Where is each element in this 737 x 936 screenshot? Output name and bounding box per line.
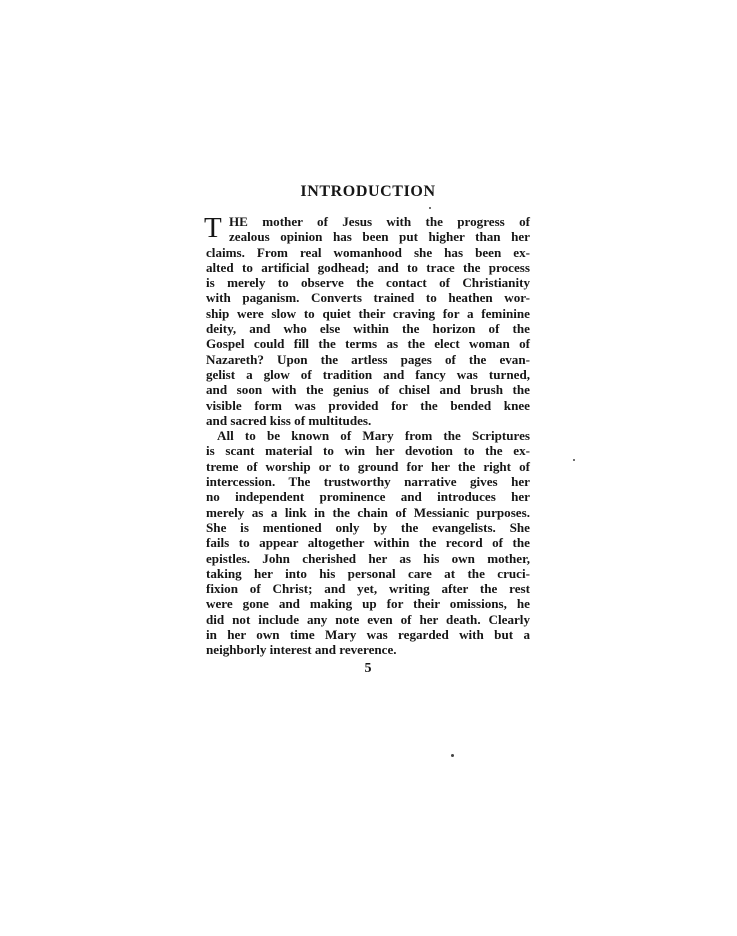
- text-line: Gospel could fill the terms as the elect woman of: [206, 336, 530, 352]
- text-line: and sacred kiss of multitudes.: [206, 412, 372, 428]
- page-number: 5: [364, 661, 372, 676]
- body-text: [206, 214, 530, 658]
- text-line: merely as a link in the chain of Messianic purposes.: [206, 504, 530, 520]
- text-line: with paganism. Converts trained to heathen wor-: [206, 290, 530, 306]
- text-line: no independent prominence and introduces her: [206, 489, 530, 505]
- text-line: fails to appear altogether within the record of the: [206, 535, 530, 551]
- text-line: treme of worship or to ground for her the right of: [206, 458, 530, 474]
- text-line: zealous opinion has been put higher than her: [229, 229, 530, 245]
- text-line: is merely to observe the contact of Christianity: [206, 275, 530, 291]
- scan-speck: [573, 459, 575, 461]
- text-line: ship were slow to quiet their craving for a feminine: [206, 305, 530, 321]
- page-title: INTRODUCTION: [300, 183, 436, 200]
- scan-speck: [429, 207, 431, 209]
- text-line: All to be known of Mary from the Scriptures: [217, 428, 530, 444]
- text-line: HE mother of Jesus with the progress of: [229, 214, 530, 229]
- text-line: taking her into his personal care at the cruci-: [206, 565, 530, 581]
- text-line: in her own time Mary was regarded with but a: [206, 627, 530, 643]
- text-line: claims. From real womanhood she has been ex-: [206, 244, 530, 260]
- text-line: and soon with the genius of chisel and brush the: [206, 382, 530, 398]
- text-line: epistles. John cherished her as his own mother,: [206, 550, 530, 566]
- text-line: alted to artificial godhead; and to trace the process: [206, 259, 530, 275]
- text-line: She is mentioned only by the evangelists. She: [206, 519, 530, 535]
- text-line: Nazareth? Upon the artless pages of the evan-: [206, 351, 530, 367]
- scan-speck: [451, 754, 454, 757]
- text-line: fixion of Christ; and yet, writing after the rest: [206, 581, 530, 597]
- text-line: visible form was provided for the bended knee: [206, 397, 530, 413]
- text-line: were gone and making up for their omissions, he: [206, 596, 530, 612]
- text-line: is scant material to win her devotion to the ex-: [206, 443, 530, 459]
- drop-cap: T: [204, 212, 222, 244]
- text-line: neighborly interest and reverence.: [206, 642, 397, 658]
- text-line: intercession. The trustworthy narrative gives her: [206, 474, 530, 490]
- text-line: deity, and who else within the horizon of the: [206, 321, 530, 337]
- text-line: gelist a glow of tradition and fancy was turned,: [206, 366, 530, 382]
- text-line: did not include any note even of her death. Clearly: [206, 611, 530, 627]
